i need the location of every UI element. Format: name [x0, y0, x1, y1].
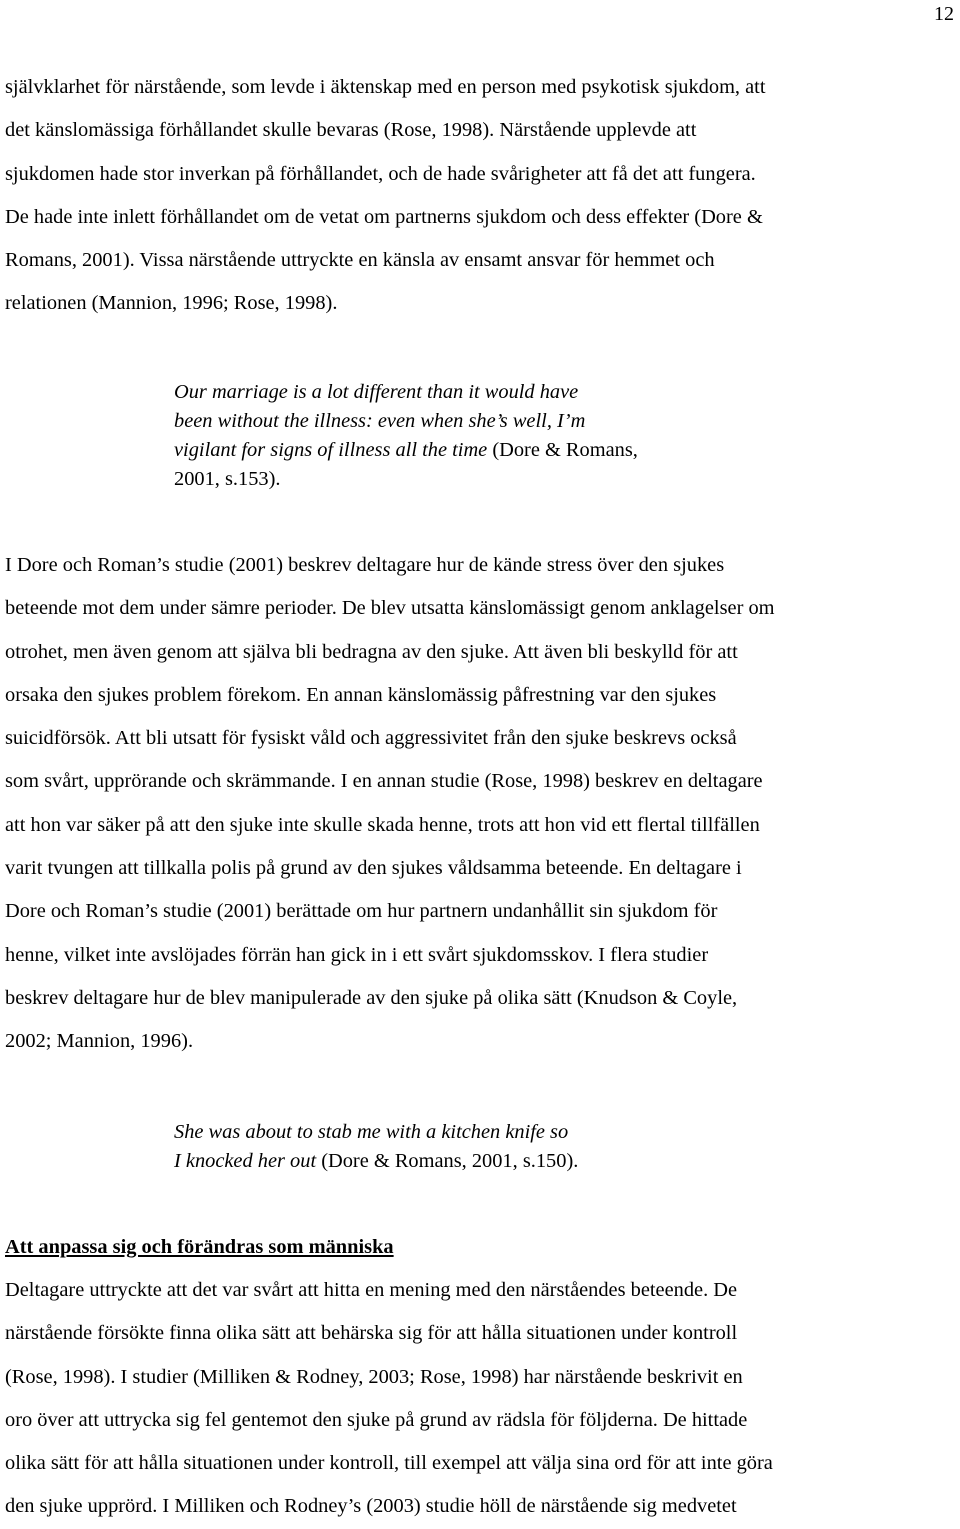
text-line: sjukdomen hade stor inverkan på förhållandet, och de hade svårigheter att få det att fungera. — [5, 162, 756, 185]
section-heading: Att anpassa sig och förändras som människa — [5, 1236, 394, 1258]
text-line: olika sätt för att hålla situationen under kontroll, till exempel att välja sina ord för att inte göra — [5, 1452, 773, 1475]
text-line: 2002; Mannion, 1996). — [5, 1030, 194, 1053]
quote-italic-text: I knocked her out — [174, 1150, 317, 1172]
text-line: att hon var säker på att den sjuke inte skulle skada henne, trots att hon vid ett flertal tillfällen — [5, 813, 760, 836]
quote-citation: (Dore & Romans, — [487, 439, 638, 461]
quote-line — [174, 378, 874, 407]
block-quote-2 — [174, 1118, 874, 1176]
quote-line: 2001, s.153). — [174, 468, 281, 490]
text-line: varit tvungen att tillkalla polis på grund av den sjukes våldsamma beteende. En deltagare i — [5, 857, 742, 880]
paragraph-2 — [5, 544, 960, 1064]
text-line: beteende mot dem under sämre perioder. De blev utsatta känslomässigt genom anklagelser om — [5, 597, 775, 620]
text-line: suicidförsök. Att bli utsatt för fysiskt våld och aggressivitet från den sjuke beskrevs också — [5, 727, 737, 750]
text-line: närstående försökte finna olika sätt att behärska sig för att hålla situationen under kontroll — [5, 1322, 738, 1345]
quote-italic-text: She was about to stab me with a kitchen knife so — [174, 1121, 569, 1143]
text-line: Romans, 2001). Vissa närstående uttryckte en känsla av ensamt ansvar för hemmet och — [5, 249, 715, 272]
text-line: oro över att uttrycka sig fel gentemot den sjuke på grund av rädsla för följderna. De hittade — [5, 1408, 748, 1431]
quote-line — [174, 407, 874, 436]
text-line: De hade inte inlett förhållandet om de vetat om partnerns sjukdom och dess effekter (Dore & — [5, 205, 763, 228]
text-line: (Rose, 1998). I studier (Milliken & Rodney, 2003; Rose, 1998) har närstående beskrivit en — [5, 1365, 743, 1388]
quote-italic-text: been without the illness: even when she’s well, I’m — [174, 410, 586, 432]
text-line: den sjuke upprörd. I Milliken och Rodney’s (2003) studie höll de närstående sig medvetet — [5, 1495, 737, 1518]
text-line: Deltagare uttryckte att det var svårt att hitta en mening med den närståendes beteende. De — [5, 1279, 738, 1301]
quote-line — [174, 1118, 874, 1147]
quote-italic-text: vigilant for signs of illness all the time — [174, 439, 488, 461]
paragraph-3 — [5, 1269, 960, 1529]
quote-line — [174, 436, 874, 465]
text-line: självklarhet för närstående, som levde i äktenskap med en person med psykotisk sjukdom, att — [5, 76, 766, 98]
text-line: otrohet, men även genom att själva bli bedragna av den sjuke. Att även bli beskylld för att — [5, 640, 738, 663]
text-line: som svårt, upprörande och skrämmande. I en annan studie (Rose, 1998) beskrev en deltagare — [5, 770, 763, 793]
block-quote-1 — [174, 378, 874, 494]
text-line: det känslomässiga förhållandet skulle bevaras (Rose, 1998). Närstående upplevde att — [5, 119, 697, 142]
quote-line — [174, 1147, 874, 1176]
paragraph-1 — [5, 66, 960, 326]
text-line: relationen (Mannion, 1996; Rose, 1998). — [5, 292, 338, 315]
text-line: Dore och Roman’s studie (2001) berättade om hur partnern undanhållit sin sjukdom för — [5, 900, 718, 923]
text-line: I Dore och Roman’s studie (2001) beskrev deltagare hur de kände stress över den sjukes — [5, 554, 725, 576]
text-line: orsaka den sjukes problem förekom. En annan känslomässig påfrestning var den sjukes — [5, 683, 717, 706]
page-number: 12 — [934, 3, 954, 25]
quote-italic-text: Our marriage is a lot different than it would have — [174, 381, 579, 403]
quote-citation: (Dore & Romans, 2001, s.150). — [316, 1150, 579, 1172]
text-line: henne, vilket inte avslöjades förrän han gick in i ett svårt sjukdomsskov. I flera studier — [5, 943, 709, 966]
text-line: beskrev deltagare hur de blev manipulerade av den sjuke på olika sätt (Knudson & Coyle, — [5, 986, 738, 1009]
